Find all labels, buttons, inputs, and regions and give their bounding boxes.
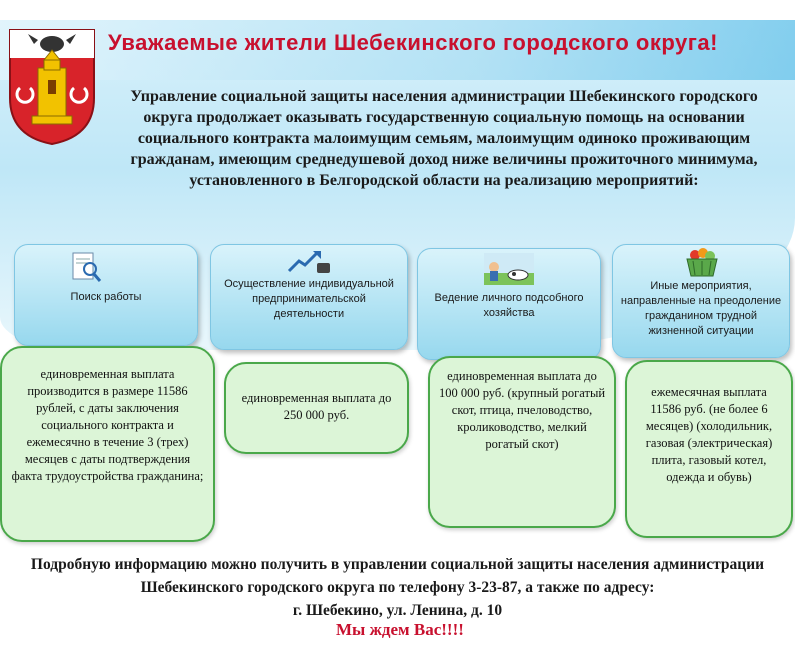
category-card-job-search (14, 244, 198, 346)
coat-of-arms-icon (8, 28, 96, 146)
job-search-icon (70, 251, 102, 283)
payment-text: ежемесячная выплата 11586 руб. (не более 6 месяцев) (холодильник, газовая (электрическая) плита, газовый котел, одежда и обувь) (645, 385, 773, 484)
payment-text: единовременная выплата производится в размере 11586 рублей, с даты заключения социального контракта и ежемесячно в течение 3 (трех) месяцев с даты подтверждения факта трудоустройства гражданина; (11, 367, 204, 483)
intro-text: Управление социальной защиты населения администрации Шебекинского городского округа продолжает оказывать государственную социальную помощь на основании социального контракта малоимущим семьям, малоимущим одиноко проживающим гражданам, имеющим среднедушевой доход ниже величины прожиточного минимума, установленного в Белгородской области на реализацию мероприятий: (130, 88, 758, 189)
payment-text: единовременная выплата до 250 000 руб. (241, 391, 392, 422)
category-label: Осуществление индивидуальной предпринимательской деятельности (224, 278, 394, 320)
slogan: Мы ждем Вас!!!! (336, 620, 464, 639)
category-label: Поиск работы (70, 291, 142, 303)
category-card-business (210, 244, 408, 350)
category-label: Иные мероприятия, направленные на преодоление гражданином трудной жизненной ситуации (620, 280, 782, 337)
payment-box-job-search (0, 346, 215, 542)
footer-info-text: Подробную информацию можно получить в управлении социальной защиты населения администрации Шебекинского городского округа по телефону 3-23-87, а также по адресу: (30, 556, 765, 596)
payment-box-farm (428, 356, 616, 528)
basket-icon (685, 247, 719, 277)
category-label: Ведение личного подсобного хозяйства (434, 292, 584, 319)
category-card-farm (417, 248, 601, 360)
footer-address: г. Шебекино, ул. Ленина, д. 10 (292, 602, 503, 619)
farm-icon (484, 253, 534, 285)
business-icon (287, 249, 331, 275)
category-card-other (612, 244, 790, 358)
payment-box-business (224, 362, 409, 454)
page-title: Уважаемые жители Шебекинского городского округа! (108, 30, 718, 55)
payment-text: единовременная выплата до 100 000 руб. (крупный рогатый скот, птица, пчеловодство, кролиководство, мелкий рогатый скот) (438, 369, 606, 451)
footer-info (10, 553, 785, 622)
payment-box-other (625, 360, 793, 538)
